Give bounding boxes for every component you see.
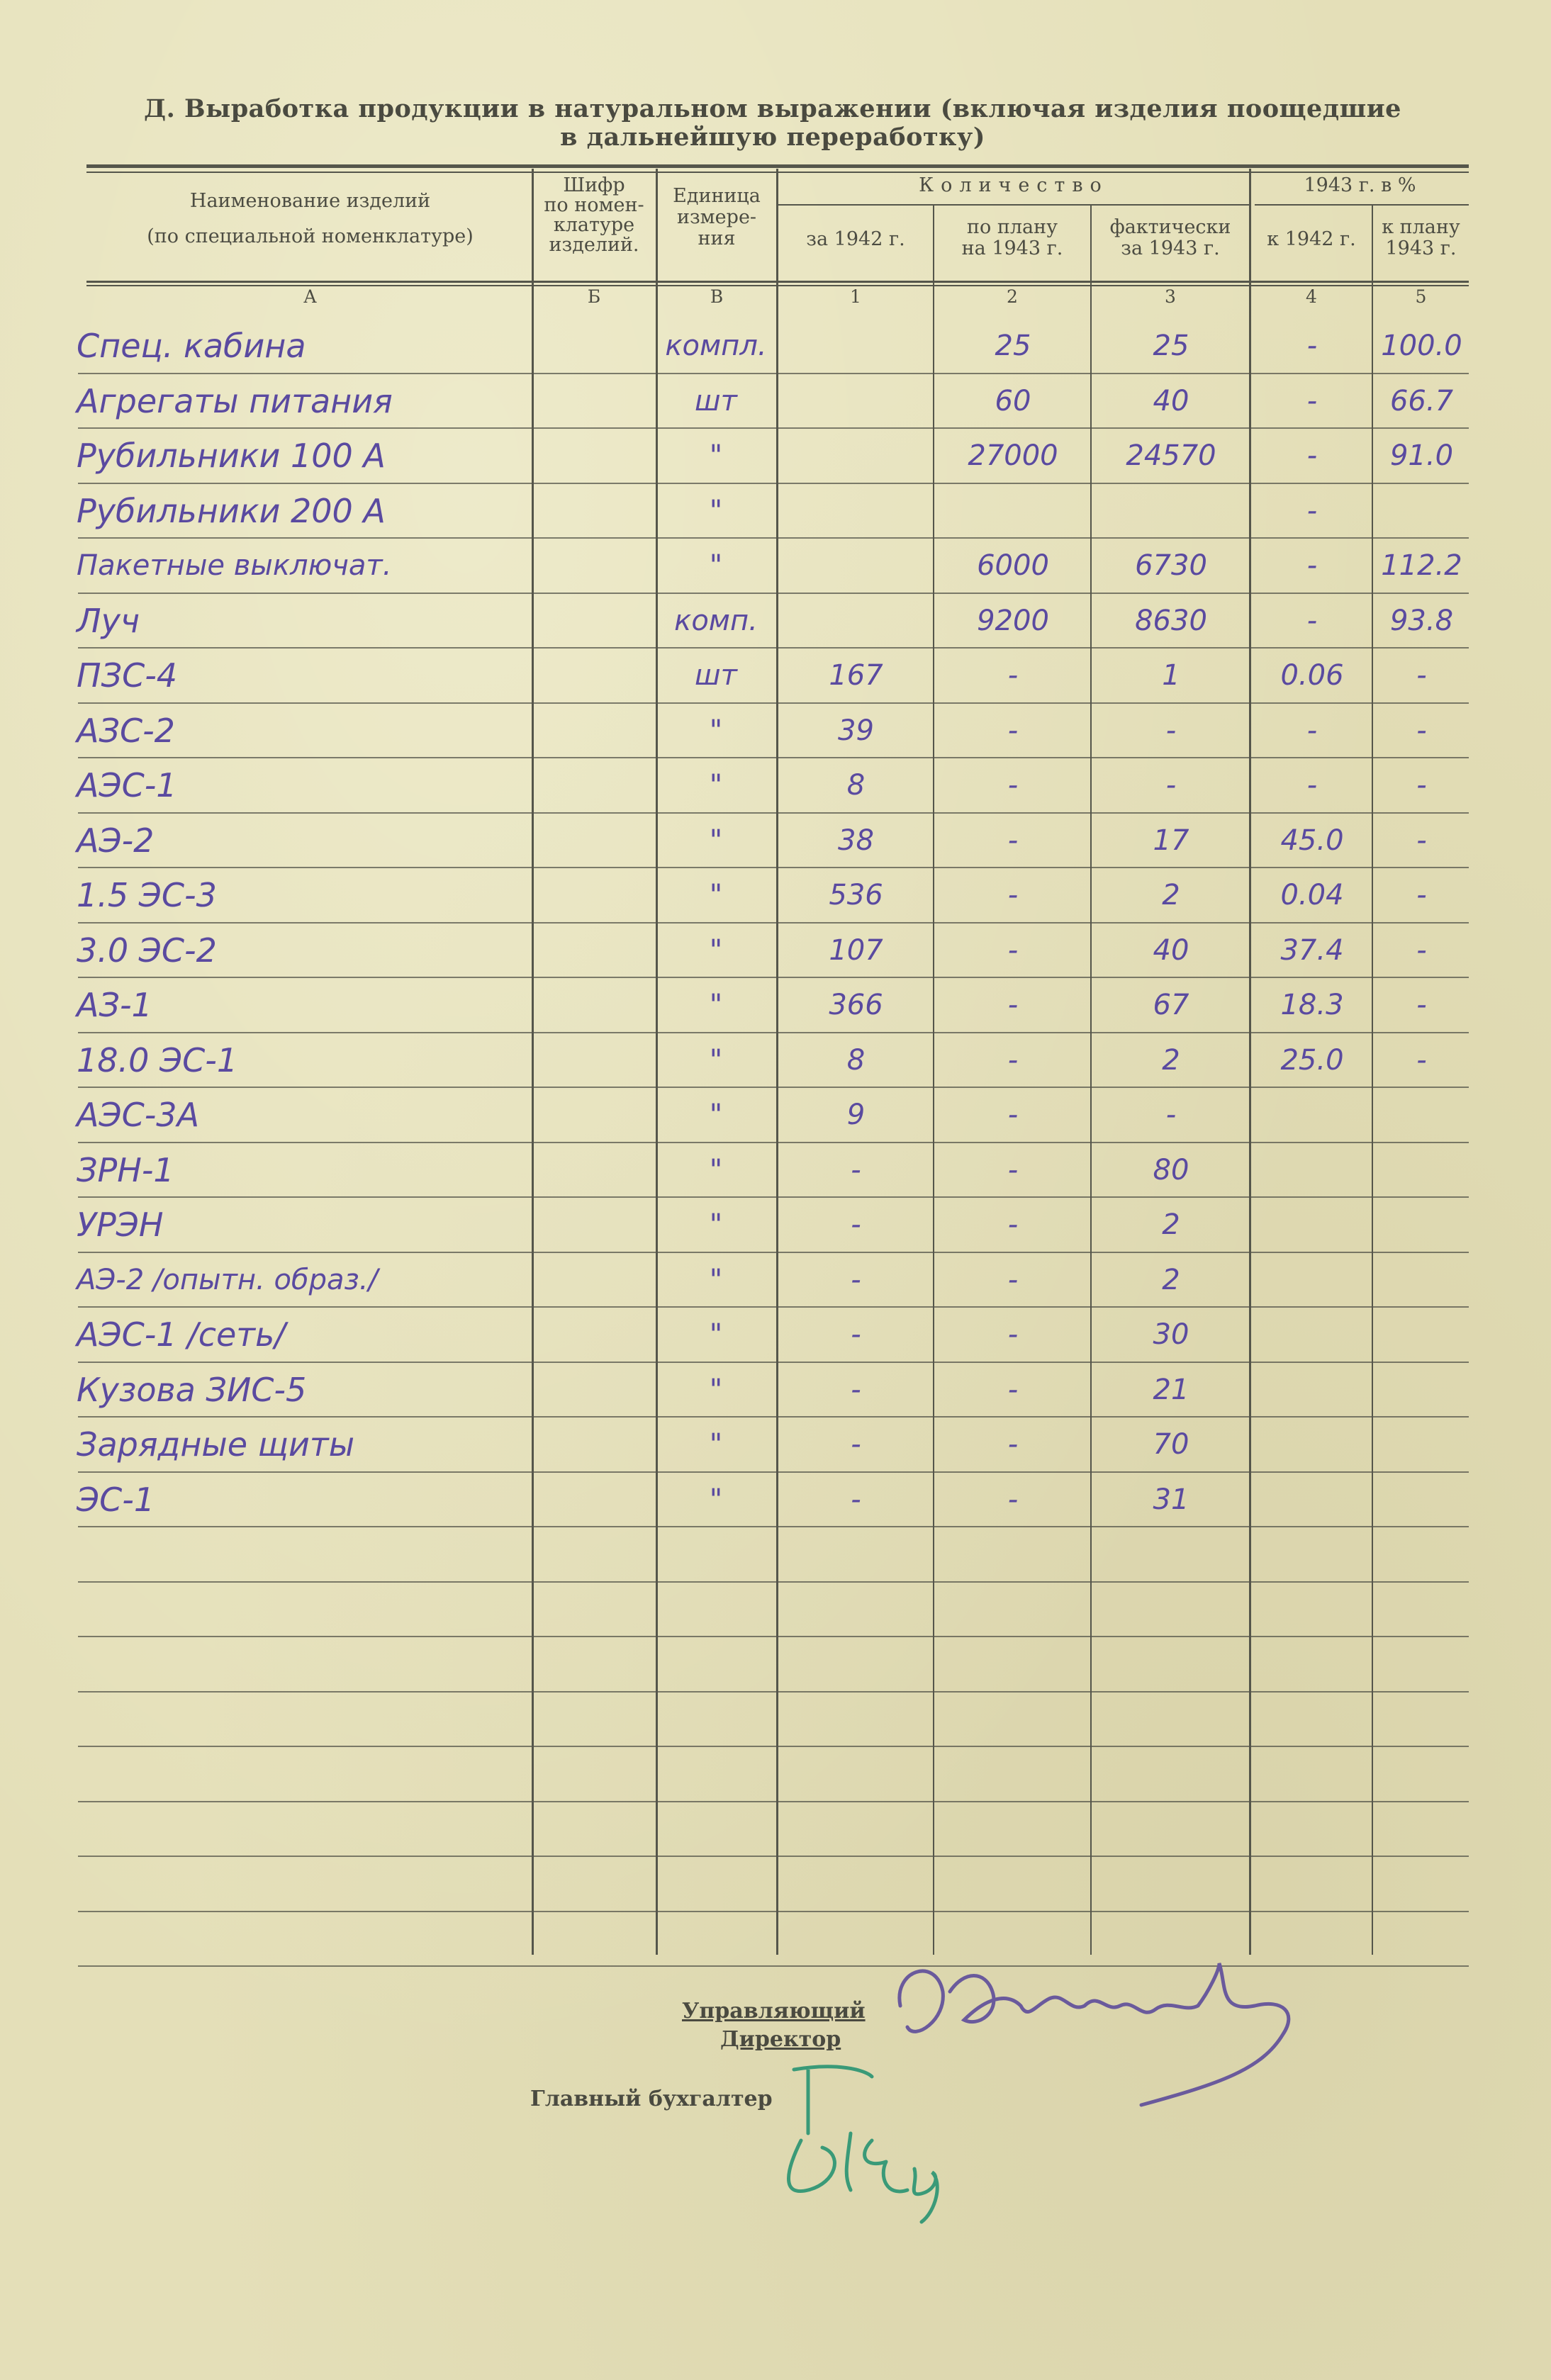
cell-plan: -	[1007, 1428, 1019, 1461]
row-line	[78, 537, 1469, 539]
cell-unit: "	[709, 495, 723, 527]
cell-name: АЗ-1	[77, 986, 152, 1024]
header-quantity: Количество	[919, 174, 1109, 196]
cell-pplan: -	[1416, 934, 1427, 967]
row-line	[78, 647, 1469, 649]
cell-plan: -	[1007, 659, 1019, 692]
cell-unit: "	[709, 1208, 723, 1241]
cell-name: ЭС-1	[77, 1481, 155, 1519]
row-line	[78, 593, 1469, 594]
cell-fact: 67	[1153, 989, 1189, 1021]
cell-plan: 27000	[968, 439, 1058, 472]
cell-unit: "	[709, 769, 723, 802]
cell-plan: -	[1007, 824, 1019, 857]
cell-unit: "	[709, 934, 723, 967]
cell-name: Рубильники 200 А	[77, 492, 386, 530]
title-line-2: в дальнейшую переработку)	[560, 123, 985, 152]
row-line	[78, 1416, 1469, 1418]
cell-name: Рубильники 100 А	[77, 437, 386, 475]
header-code	[533, 176, 655, 255]
cell-plan: -	[1007, 714, 1019, 747]
row-line	[78, 977, 1469, 978]
cell-unit: компл.	[665, 330, 767, 362]
row-line	[78, 1142, 1469, 1143]
cell-name: АЭС-3А	[77, 1096, 200, 1134]
cell-fact: -	[1165, 1099, 1177, 1131]
row-line	[78, 812, 1469, 814]
cell-name: 18.0 ЭС-1	[77, 1041, 238, 1079]
cell-fact: 80	[1153, 1154, 1189, 1186]
cell-plan: 6000	[977, 549, 1049, 582]
row-line	[78, 373, 1469, 374]
header-fact	[1092, 217, 1249, 259]
cell-q1942: 39	[838, 714, 874, 747]
cell-unit: шт	[695, 659, 737, 692]
cell-p1942: -	[1306, 714, 1318, 747]
cell-p1942: -	[1306, 385, 1318, 417]
cell-fact: 21	[1153, 1374, 1189, 1406]
row-line	[78, 1362, 1469, 1363]
cell-plan: -	[1007, 769, 1019, 802]
header-name-line1: Наименование изделий	[189, 190, 431, 212]
cell-fact: 70	[1153, 1428, 1189, 1461]
col-divider-b	[532, 169, 534, 1955]
row-line	[78, 1526, 1469, 1527]
header-fact-line2: за 1943 г.	[1121, 237, 1220, 259]
cell-plan: 60	[995, 385, 1031, 417]
row-line	[78, 757, 1469, 758]
row-line	[78, 1691, 1469, 1693]
table-top-border	[86, 164, 1469, 168]
cell-fact: 30	[1153, 1318, 1189, 1351]
cell-unit: "	[709, 714, 723, 747]
header-unit-line2: измере-	[676, 206, 757, 228]
cell-p1942: 18.3	[1280, 989, 1344, 1021]
row-line	[78, 1581, 1469, 1583]
cell-name: Пакетные выключат.	[77, 549, 392, 582]
cell-p1942: -	[1306, 495, 1318, 527]
col-letter-5: 5	[1415, 286, 1427, 307]
cell-fact: 24570	[1126, 439, 1216, 472]
header-fact-line1: фактически	[1109, 216, 1231, 238]
header-pctplan-line2: 1943 г.	[1385, 237, 1457, 259]
row-line	[78, 427, 1469, 429]
cell-unit: "	[709, 989, 723, 1021]
cell-pplan: -	[1416, 769, 1427, 802]
header-unit-line1: Единица	[673, 185, 761, 207]
cell-fact: -	[1165, 769, 1177, 802]
cell-pplan: -	[1416, 879, 1427, 911]
cell-plan: -	[1007, 1208, 1019, 1241]
cell-q1942: 8	[846, 769, 866, 802]
cell-q1942: 8	[846, 1044, 866, 1077]
cell-plan: -	[1007, 1264, 1019, 1296]
cell-p1942: 45.0	[1280, 824, 1344, 857]
cell-unit: "	[709, 549, 723, 582]
cell-name: 1.5 ЭС-3	[77, 876, 217, 914]
cell-name: АЗС-2	[77, 712, 175, 750]
cell-fact: 40	[1153, 385, 1189, 417]
row-line	[78, 1471, 1469, 1473]
cell-p1942: -	[1306, 605, 1318, 637]
cell-unit: "	[709, 879, 723, 911]
row-line	[78, 1196, 1469, 1198]
cell-unit: "	[709, 1374, 723, 1406]
row-line	[78, 1856, 1469, 1857]
header-plan-line2: на 1943 г.	[961, 237, 1063, 259]
cell-name: Луч	[77, 602, 140, 640]
col-letter-3: 3	[1165, 286, 1176, 307]
cell-pplan: -	[1416, 659, 1427, 692]
col-letter-4: 4	[1306, 286, 1317, 307]
col-divider-c	[656, 169, 658, 1955]
cell-q1942: 366	[829, 989, 883, 1021]
header-pctplan	[1373, 217, 1469, 259]
cell-q1942: -	[851, 1318, 861, 1351]
row-line	[78, 867, 1469, 868]
cell-pplan: 66.7	[1389, 385, 1454, 417]
cell-fact: 31	[1153, 1483, 1189, 1516]
cell-p1942: -	[1306, 549, 1318, 582]
cell-pplan: 93.8	[1389, 605, 1454, 637]
cell-p1942: -	[1306, 330, 1318, 362]
cell-q1942: -	[851, 1208, 861, 1241]
cell-fact: 2	[1162, 1264, 1180, 1296]
row-line	[78, 1911, 1469, 1912]
cell-q1942: 107	[829, 934, 883, 967]
accountant-signature	[766, 2055, 978, 2225]
row-line	[78, 702, 1469, 704]
cell-unit: "	[709, 1264, 723, 1296]
cell-name: АЭС-1	[77, 766, 177, 804]
header-name	[92, 190, 528, 248]
cell-q1942: -	[851, 1428, 861, 1461]
cell-unit: "	[709, 439, 723, 472]
cell-fact: 17	[1153, 824, 1189, 857]
cell-name: Спец. кабина	[77, 327, 306, 365]
cell-unit: "	[709, 1483, 723, 1516]
cell-p1942: 25.0	[1280, 1044, 1344, 1077]
header-unit	[657, 186, 776, 249]
cell-name: Агрегаты питания	[77, 382, 393, 420]
row-line	[78, 1801, 1469, 1802]
cell-q1942: 167	[829, 659, 883, 692]
cell-name: АЭ-2 /опытн. образ./	[77, 1264, 378, 1296]
cell-fact: 1	[1162, 659, 1180, 692]
header-code-line3: клатуре	[553, 214, 635, 236]
row-line	[78, 1306, 1469, 1308]
header-code-line1: Шифр	[563, 174, 625, 196]
cell-plan: -	[1007, 1099, 1019, 1131]
header-plan-line1: по плану	[967, 216, 1058, 238]
cell-q1942: 38	[838, 824, 874, 857]
header-code-line4: изделий.	[549, 234, 639, 256]
col-divider-4	[1249, 169, 1251, 1955]
cell-plan: -	[1007, 1044, 1019, 1077]
cell-name: ПЗС-4	[77, 656, 178, 695]
title-line-1: Д. Выработка продукции в натуральном выражении (включая изделия поощедшие	[144, 94, 1401, 123]
row-line	[78, 1636, 1469, 1637]
cell-pplan: -	[1416, 1044, 1427, 1077]
cell-unit: "	[709, 1044, 723, 1077]
row-line	[78, 1252, 1469, 1253]
cell-fact: 2	[1162, 879, 1180, 911]
col-letter-2: 2	[1007, 286, 1018, 307]
cell-q1942: -	[851, 1374, 861, 1406]
cell-pplan: 112.2	[1381, 549, 1462, 582]
row-line	[78, 483, 1469, 484]
row-line	[78, 922, 1469, 924]
col-letter-a: А	[303, 286, 317, 307]
cell-p1942: 0.06	[1280, 659, 1344, 692]
manager-label: Управляющий	[682, 1999, 866, 2023]
cell-name: АЭ-2	[77, 821, 155, 860]
cell-fact: 2	[1162, 1044, 1180, 1077]
cell-pplan: -	[1416, 824, 1427, 857]
cell-q1942: 9	[846, 1099, 866, 1131]
cell-q1942: -	[851, 1264, 861, 1296]
header-pct-group: 1943 г. в %	[1304, 174, 1416, 196]
col-letter-1: 1	[850, 286, 861, 307]
cell-name: ЗРН-1	[77, 1151, 174, 1189]
row-line	[78, 1087, 1469, 1088]
cell-q1942: 536	[829, 879, 883, 911]
cell-unit: комп.	[674, 605, 758, 637]
quantity-group-line	[778, 204, 1249, 206]
cell-pplan: 91.0	[1389, 439, 1454, 472]
cell-fact: 40	[1153, 934, 1189, 967]
header-plan	[934, 217, 1090, 259]
cell-unit: "	[709, 1099, 723, 1131]
cell-unit: "	[709, 1154, 723, 1186]
cell-fact: 25	[1153, 330, 1189, 362]
header-pctplan-line1: к плану	[1382, 216, 1460, 238]
cell-name: АЭС-1 /сеть/	[77, 1315, 286, 1354]
cell-name: 3.0 ЭС-2	[77, 931, 217, 970]
cell-plan: 9200	[977, 605, 1049, 637]
cell-q1942: -	[851, 1154, 861, 1186]
col-letter-c: В	[710, 286, 724, 307]
cell-plan: -	[1007, 1483, 1019, 1516]
header-name-line2: (по специальной номенклатуре)	[147, 225, 474, 247]
cell-p1942: -	[1306, 769, 1318, 802]
cell-pplan: -	[1416, 989, 1427, 1021]
row-line	[78, 1032, 1469, 1033]
header-code-line2: по номен-	[544, 194, 644, 216]
cell-unit: шт	[695, 385, 737, 417]
cell-plan: 25	[995, 330, 1031, 362]
cell-plan: -	[1007, 879, 1019, 911]
cell-fact: 8630	[1135, 605, 1207, 637]
cell-plan: -	[1007, 934, 1019, 967]
cell-name: УРЭН	[77, 1206, 164, 1244]
cell-fact: 2	[1162, 1208, 1180, 1241]
cell-name: Зарядные щиты	[77, 1425, 355, 1464]
pct-group-line	[1255, 204, 1469, 206]
cell-unit: "	[709, 824, 723, 857]
cell-q1942: -	[851, 1483, 861, 1516]
header-q1942: за 1942 г.	[806, 228, 905, 250]
page-title	[85, 95, 1460, 152]
col-letter-b: Б	[587, 286, 601, 307]
accountant-label: Главный бухгалтер	[530, 2087, 773, 2111]
cell-pplan: 100.0	[1381, 330, 1462, 362]
header-unit-line3: ния	[698, 228, 736, 249]
director-label: Директор	[720, 2027, 841, 2052]
cell-plan: -	[1007, 1374, 1019, 1406]
cell-p1942: 0.04	[1280, 879, 1344, 911]
cell-unit: "	[709, 1318, 723, 1351]
cell-fact: 6730	[1135, 549, 1207, 582]
header-pct1942: к 1942 г.	[1267, 228, 1356, 250]
row-line	[78, 1746, 1469, 1747]
cell-pplan: -	[1416, 714, 1427, 747]
cell-p1942: -	[1306, 439, 1318, 472]
col-divider-1	[776, 169, 778, 1955]
cell-fact: -	[1165, 714, 1177, 747]
cell-plan: -	[1007, 1154, 1019, 1186]
cell-unit: "	[709, 1428, 723, 1461]
cell-name: Кузова ЗИС-5	[77, 1371, 307, 1409]
cell-p1942: 37.4	[1280, 934, 1344, 967]
cell-plan: -	[1007, 989, 1019, 1021]
cell-plan: -	[1007, 1318, 1019, 1351]
